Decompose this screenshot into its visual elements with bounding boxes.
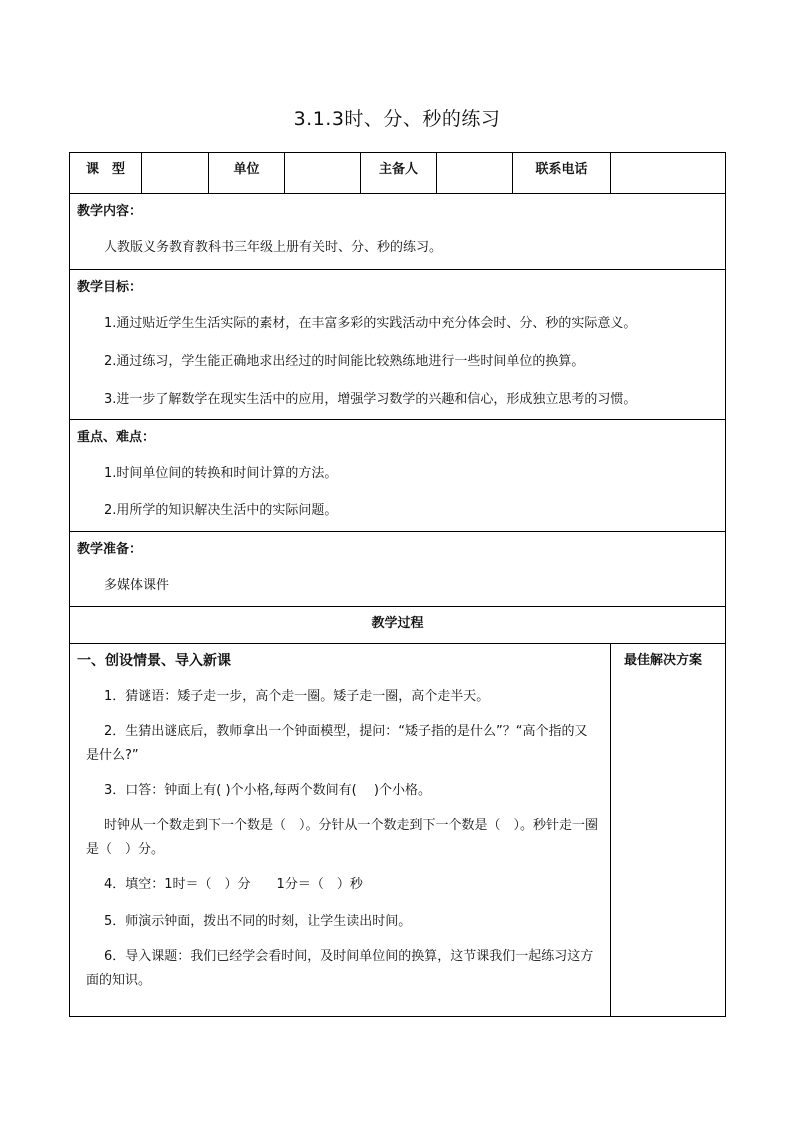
lesson-plan-table xyxy=(69,152,726,1017)
process-section-title: 一、创设情景、导入新课 xyxy=(77,653,231,669)
goal-item: 3.进一步了解数学在现实生活中的应用，增强学习数学的兴趣和信心，形成独立思考的习惯。 xyxy=(104,392,637,407)
phone-label: 联系电话 xyxy=(513,153,611,194)
process-step: 2．生猜出谜底后，教师拿出一个钟面模型，提问：“矮子指的是什么”？“高个指的又是什么?” xyxy=(86,724,588,763)
process-heading: 教学过程 xyxy=(371,616,424,631)
content-row xyxy=(70,194,726,270)
preparation-row xyxy=(70,532,726,607)
preparation-heading: 教学准备： xyxy=(77,542,143,557)
solution-cell xyxy=(611,644,726,1017)
key-points-row xyxy=(70,420,726,532)
process-step: 4．填空：1时＝（ ）分 1分＝（ ）秒 xyxy=(104,877,363,892)
preparer-label: 主备人 xyxy=(361,153,437,194)
preparer-value xyxy=(437,153,513,194)
content-heading: 教学内容： xyxy=(77,204,143,219)
goal-item: 2.通过练习，学生能正确地求出经过的时间能比较熟练地进行一些时间单位的换算。 xyxy=(104,354,585,369)
goal-item: 1.通过贴近学生生活实际的素材，在丰富多彩的实践活动中充分体会时、分、秒的实际意义。 xyxy=(104,316,637,331)
process-row xyxy=(70,644,726,1017)
header-row xyxy=(70,153,726,194)
key-point-item: 1.时间单位间的转换和时间计算的方法。 xyxy=(104,466,338,481)
solution-heading: 最佳解决方案 xyxy=(624,653,703,668)
process-step: 1．猜谜语：矮子走一步，高个走一圈。矮子走一圈，高个走半天。 xyxy=(104,689,490,704)
process-heading-row xyxy=(70,607,726,644)
document-title: 3.1.3时、分、秒的练习 xyxy=(293,108,501,130)
content-text: 人教版义务教育教科书三年级上册有关时、分、秒的练习。 xyxy=(104,240,443,255)
unit-value xyxy=(285,153,361,194)
unit-label: 单位 xyxy=(209,153,285,194)
key-points-heading: 重点、难点： xyxy=(77,430,156,445)
process-step: 时钟从一个数走到下一个数是（ ）。分针从一个数走到下一个数是（ ）。秒针走一圈是（ ）分。 xyxy=(86,818,599,857)
process-step: 5．师演示钟面，拨出不同的时刻，让学生读出时间。 xyxy=(104,914,412,929)
course-type-value xyxy=(142,153,209,194)
course-type-label: 课 型 xyxy=(70,153,142,194)
goals-row xyxy=(70,270,726,420)
key-point-item: 2.用所学的知识解决生活中的实际问题。 xyxy=(104,503,338,518)
phone-value xyxy=(611,153,726,194)
process-step: 3．口答：钟面上有( )个小格,每两个数间有( )个小格。 xyxy=(104,783,431,798)
process-step: 6．导入课题：我们已经学会看时间，及时间单位间的换算，这节课我们一起练习这方面的知识。 xyxy=(86,949,594,988)
goals-heading: 教学目标： xyxy=(77,280,143,295)
preparation-text: 多媒体课件 xyxy=(104,578,170,593)
